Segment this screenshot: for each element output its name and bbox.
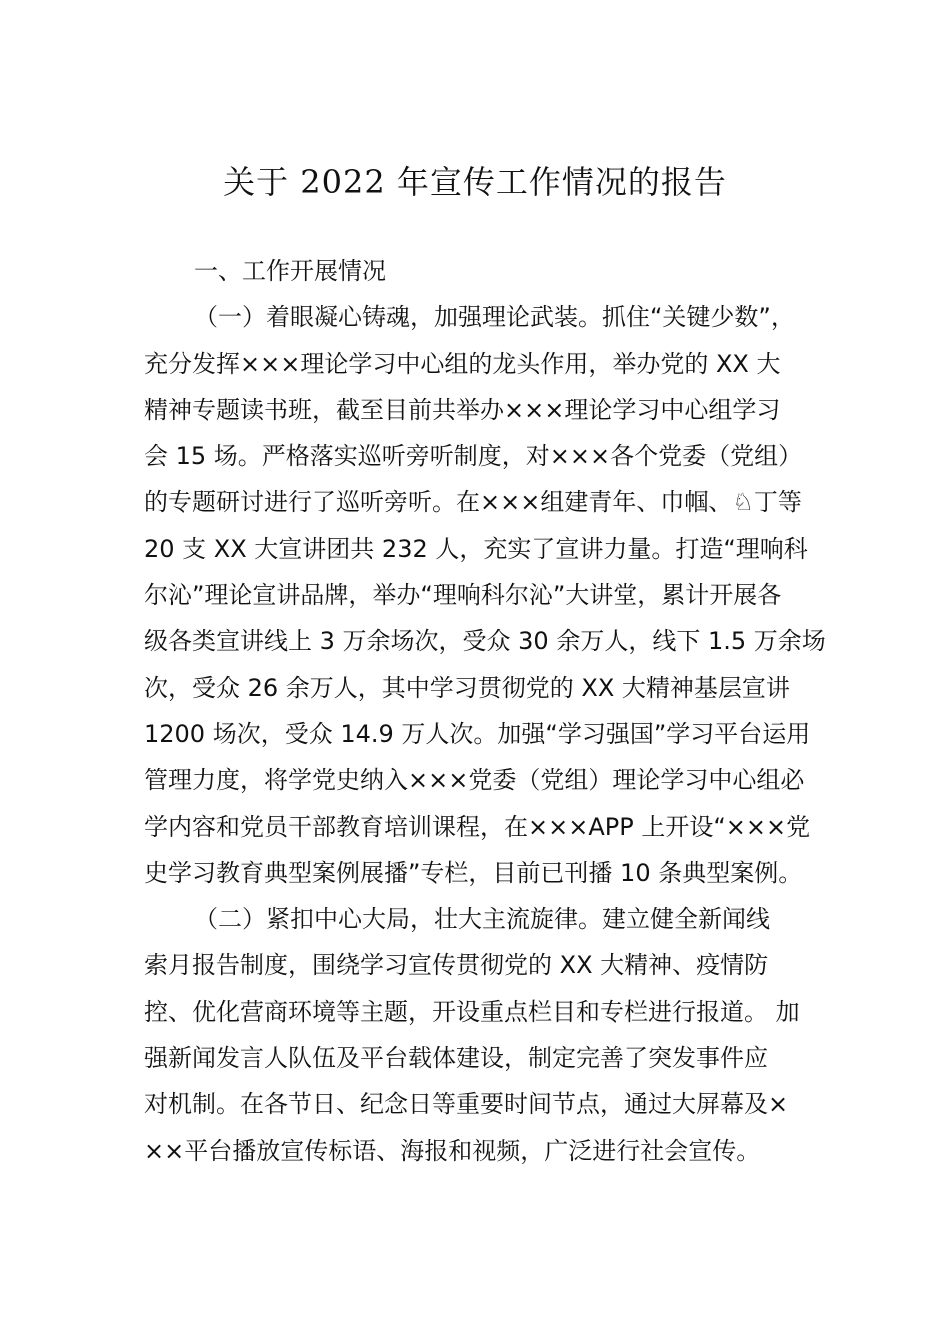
- paragraph-line: （二）紧扣中心大局，壮大主流旋律。建立健全新闻线: [194, 905, 770, 934]
- paragraph-line: ××平台播放宣传标语、海报和视频，广泛进行社会宣传。: [144, 1136, 761, 1165]
- paragraph-line: 会 15 场。严格落实巡听旁听制度，对×××各个党委（党组）: [144, 442, 803, 471]
- paragraph-line: 尔沁”理论宣讲品牌，举办“理响科尔沁”大讲堂，累计开展各: [144, 581, 782, 610]
- paragraph-line: （一）着眼凝心铸魂，加强理论武装。抓住“关键少数”，: [194, 303, 795, 332]
- section-heading: 一、工作开展情况: [194, 257, 386, 285]
- document-body: [144, 248, 824, 1174]
- paragraph-line: 强新闻发言人队伍及平台载体建设，制定完善了突发事件应: [144, 1044, 768, 1073]
- document-title: 关于 2022 年宣传工作情况的报告: [223, 163, 727, 201]
- paragraph-line: 次，受众 26 余万人，其中学习贯彻党的 XX 大精神基层宣讲: [144, 673, 790, 702]
- paragraph-line: 控、优化营商环境等主题，开设重点栏目和专栏进行报道。 加: [144, 997, 800, 1026]
- paragraph-line: 索月报告制度，围绕学习宣传贯彻党的 XX 大精神、疫情防: [144, 951, 769, 980]
- paragraph-line: 精神专题读书班，截至目前共举办×××理论学习中心组学习: [144, 395, 781, 424]
- paragraph-line: 管理力度，将学党史纳入×××党委（党组）理论学习中心组必: [144, 766, 805, 795]
- paragraph-line: 对机制。在各节日、纪念日等重要时间节点，通过大屏幕及×: [144, 1090, 789, 1119]
- paragraph-line: 充分发挥×××理论学习中心组的龙头作用，举办党的 XX 大: [144, 349, 781, 378]
- paragraph-line: 20 支 XX 大宣讲团共 232 人，充实了宣讲力量。打造“理响科: [144, 534, 808, 563]
- paragraph-line: 学内容和党员干部教育培训课程，在×××APP 上开设“×××党: [144, 812, 811, 841]
- paragraph-line: 1200 场次，受众 14.9 万人次。加强“学习强国”学习平台运用: [144, 719, 811, 748]
- paragraph-line: 史学习教育典型案例展播”专栏，目前已刊播 10 条典型案例。: [144, 858, 803, 887]
- paragraph-line: 的专题研讨进行了巡听旁听。在×××组建青年、巾帼、♘丁等: [144, 488, 802, 517]
- paragraph-line: 级各类宣讲线上 3 万余场次，受众 30 余万人，线下 1.5 万余场: [144, 627, 826, 656]
